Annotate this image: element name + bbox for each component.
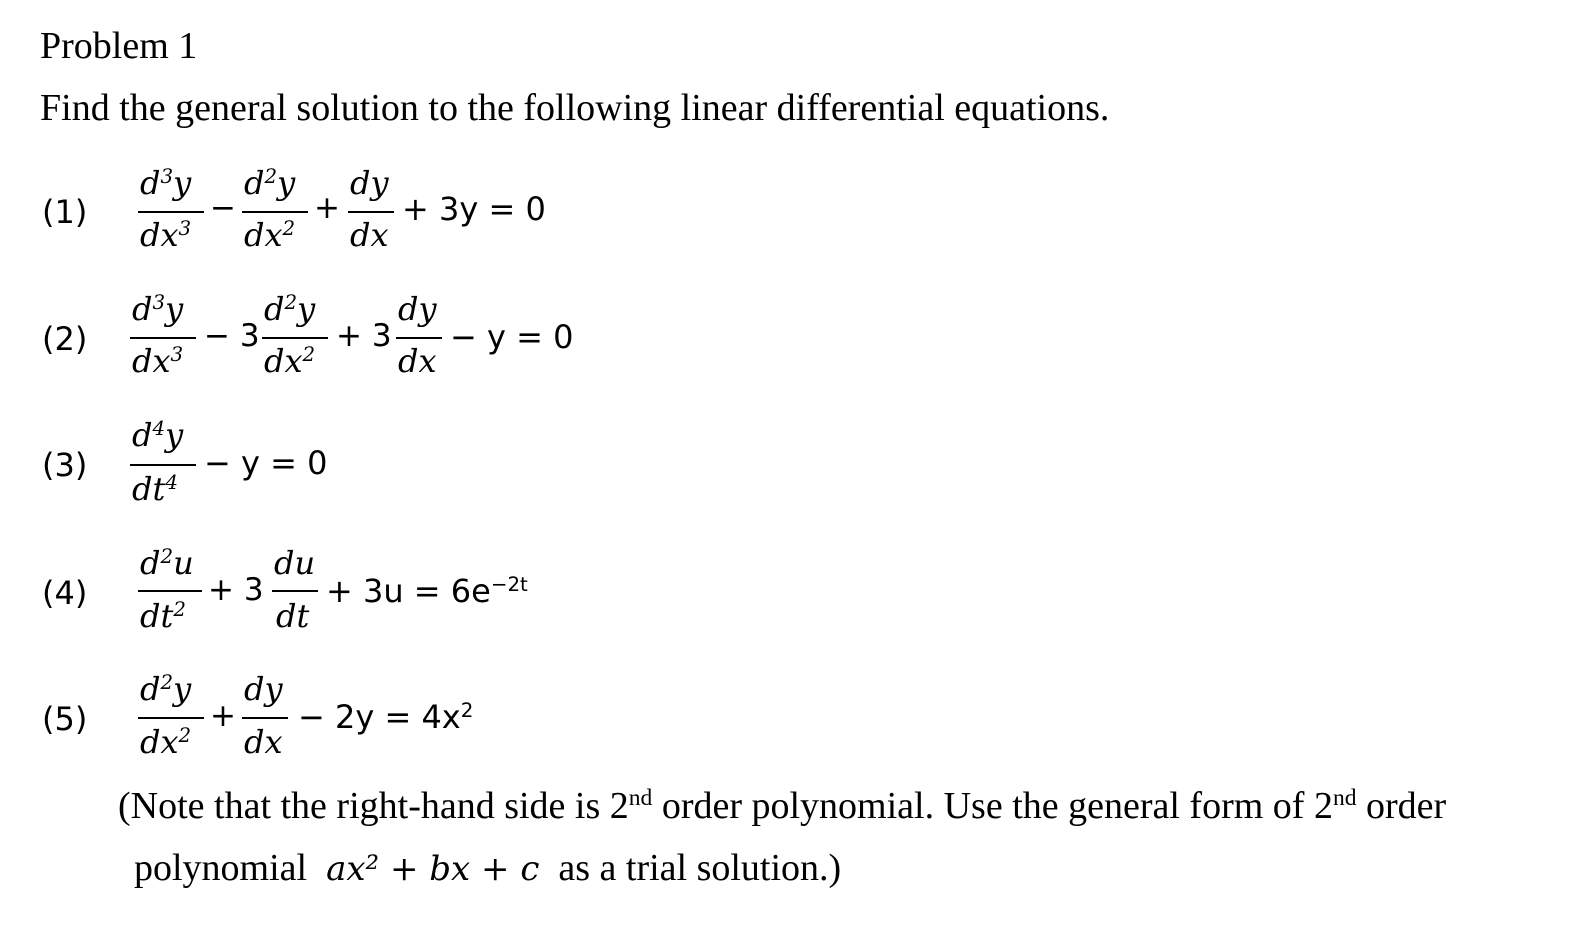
fraction-bar: [138, 211, 204, 213]
numerator: $d^2y$: [264, 290, 316, 328]
numerator: $d^3y$: [132, 290, 184, 328]
fraction-bar: [138, 717, 204, 719]
equation-label: (5): [42, 700, 88, 738]
denominator: $dx^2$: [244, 216, 296, 254]
numerator: $d^2y$: [140, 670, 192, 708]
numerator: du: [274, 544, 316, 582]
denominator: $dt^2$: [140, 597, 186, 635]
equation-label: (4): [42, 574, 88, 612]
equation-label: (1): [42, 193, 88, 231]
denominator: $dt^4$: [132, 470, 178, 508]
note-line-2: polynomial ax² + bx + c as a trial solution.): [134, 847, 842, 889]
equation-tail: + 3y = 0: [402, 190, 546, 228]
fraction-bar: [348, 211, 394, 213]
equation-label: (3): [42, 446, 88, 484]
denominator: $dx^3$: [140, 216, 192, 254]
numerator: dy: [350, 164, 389, 202]
numerator: dy: [398, 290, 437, 328]
instruction-text: Find the general solution to the following linear differential equations.: [40, 87, 1110, 129]
fraction-bar: [262, 337, 328, 339]
denominator: dx: [244, 723, 283, 761]
fraction-bar: [138, 590, 202, 592]
problem-title: Problem 1: [40, 25, 198, 67]
operator: + 3: [208, 572, 264, 608]
fraction-bar: [396, 337, 442, 339]
numerator: $d^3y$: [140, 164, 192, 202]
equation-tail: − y = 0: [450, 318, 574, 356]
operator: +: [210, 698, 236, 734]
fraction-bar: [242, 211, 308, 213]
denominator: $dx^2$: [264, 342, 316, 380]
numerator: dy: [244, 670, 283, 708]
denominator: $dx^3$: [132, 342, 184, 380]
operator: +: [314, 190, 340, 226]
fraction-bar: [130, 464, 196, 466]
fraction-bar: [242, 717, 288, 719]
operator: −: [210, 190, 236, 226]
equation-tail: − y = 0: [204, 444, 328, 482]
operator: − 3: [204, 318, 260, 354]
denominator: dx: [398, 342, 437, 380]
numerator: $d^2y$: [244, 164, 296, 202]
operator: + 3: [336, 318, 392, 354]
numerator: $d^2u$: [140, 544, 194, 582]
denominator: $dx^2$: [140, 723, 192, 761]
equation-label: (2): [42, 320, 88, 358]
denominator: dx: [350, 216, 389, 254]
equation-tail: + $3u = 6e^{-2t}$: [326, 572, 528, 610]
note-line-1: (Note that the right-hand side is 2nd order polynomial. Use the general form of 2nd order: [118, 785, 1447, 827]
fraction-bar: [272, 590, 318, 592]
equation-tail: − $2y = 4x^2$: [298, 698, 474, 736]
fraction-bar: [130, 337, 196, 339]
denominator: dt: [276, 597, 310, 635]
numerator: $d^4y$: [132, 416, 184, 454]
trial-solution-math: ax² + bx + c: [326, 849, 540, 889]
